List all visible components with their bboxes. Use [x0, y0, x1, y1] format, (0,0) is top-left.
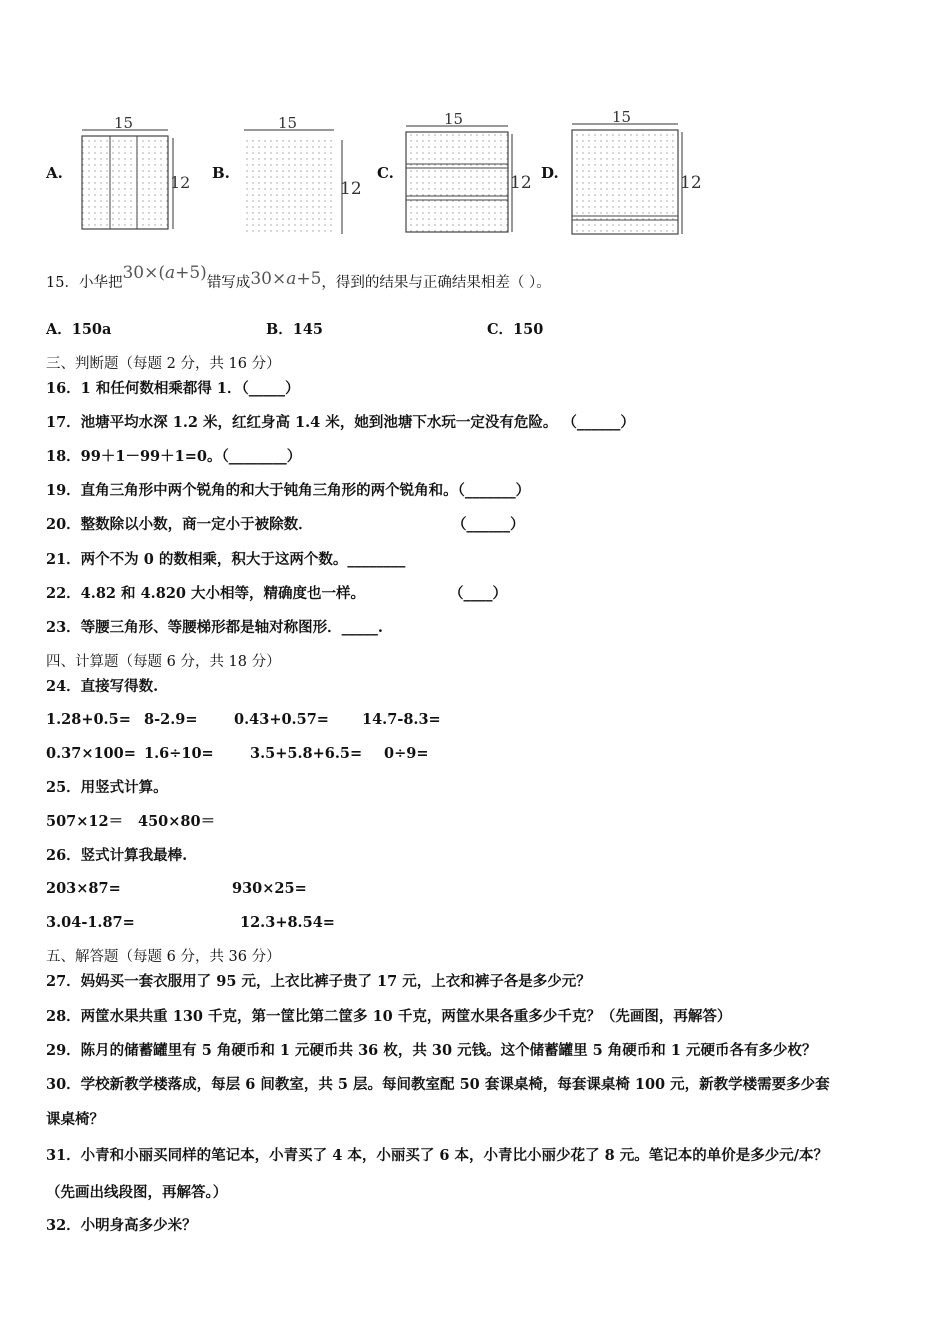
option-15b: B．145 [266, 321, 324, 338]
option-d-figure [568, 108, 704, 238]
height-label: 12 [170, 173, 191, 192]
answer-blank-20: （______） [452, 516, 525, 533]
rectangle [572, 130, 678, 234]
option-b-figure [238, 108, 368, 238]
question-16: 16．1 和任何数相乘都得 1．（_____） [46, 380, 300, 397]
section-heading-4: 四、计算题（每题 6 分，共 18 分） [46, 654, 281, 670]
calc-item: 203×87= [46, 880, 121, 897]
question-17: 17．池塘平均水深 1.2 米，红红身高 1.4 米，她到池塘下水玩一定没有危险。 （______） [46, 414, 635, 431]
math-expression-correct: 30×(a+5) [122, 263, 207, 283]
calc-item: 0.37×100= [46, 745, 136, 762]
question-21: 21．两个不为 0 的数相乘，积大于这两个数。________ [46, 551, 406, 568]
question-31: 31．小青和小丽买同样的笔记本，小青买了 4 本，小丽买了 6 本，小青比小丽少花了 8 元。笔记本的单价是多少元/本？ [46, 1147, 829, 1164]
question-15 [46, 263, 551, 293]
option-15a: A．150a [46, 321, 112, 338]
option-15c: C．150 [487, 321, 544, 338]
option-c-label: C. [377, 164, 394, 182]
question-text: 小华把 [78, 275, 123, 291]
calc-item: 12.3+8.54= [240, 914, 335, 931]
question-18: 18．99＋1－99＋1=0。（________） [46, 448, 302, 465]
option-a-label: A. [46, 164, 63, 182]
question-text: 错写成 [206, 275, 251, 291]
question-26: 26．竖式计算我最棒. [46, 847, 188, 864]
calc-item: 0.43+0.57= [234, 711, 329, 728]
width-label: 15 [278, 114, 298, 132]
question-20: 20．整数除以小数，商一定小于被除数． [46, 516, 313, 533]
question-25: 25．用竖式计算。 [46, 779, 168, 796]
math-expression-wrong: 30×a+5 [250, 269, 322, 289]
question-27: 27．妈妈买一套衣服用了 95 元，上衣比裤子贵了 17 元，上衣和裤子各是多少元？ [46, 973, 591, 990]
calc-item: 14.7-8.3= [362, 711, 441, 728]
section-heading-5: 五、解答题（每题 6 分，共 36 分） [46, 949, 281, 965]
question-32: 32．小明身高多少米？ [46, 1217, 197, 1234]
question-22: 22．4.82 和 4.820 大小相等，精确度也一样。 [46, 585, 366, 602]
height-label: 12 [680, 173, 702, 193]
option-d-label: D. [541, 164, 559, 182]
question-19: 19．直角三角形中两个锐角的和大于钝角三角形的两个锐角和。（_______） [46, 482, 531, 499]
question-29: 29．陈月的储蓄罐里有 5 角硬币和 1 元硬币共 36 枚，共 30 元钱。这个储蓄罐里 5 角硬币和 1 元硬币各有多少枚？ [46, 1042, 817, 1059]
question-30-cont: 课桌椅？ [46, 1111, 104, 1128]
option-c-figure [402, 108, 532, 238]
question-31-cont: （先画出线段图，再解答。） [46, 1184, 228, 1201]
dotted-area [244, 138, 334, 234]
calc-item: 930×25= [232, 880, 307, 897]
calc-item: 0÷9= [384, 745, 429, 762]
width-label: 15 [444, 110, 464, 128]
width-label: 15 [114, 114, 134, 132]
calc-item: 3.5+5.8+6.5= [250, 745, 363, 762]
question-23: 23．等腰三角形、等腰梯形都是轴对称图形．_____. [46, 619, 383, 636]
option-b-label: B. [212, 164, 230, 182]
calc-item: 8-2.9= [144, 711, 198, 728]
question-28: 28．两筐水果共重 130 千克，第一筐比第二筐多 10 千克，两筐水果各重多少千克？（先画图，再解答） [46, 1008, 732, 1025]
answer-blank-22: （____） [449, 585, 507, 602]
calc-item: 3.04-1.87= [46, 914, 135, 931]
calc-item: 507×12＝ [46, 813, 124, 830]
rectangle [406, 132, 508, 232]
question-24: 24．直接写得数. [46, 678, 159, 695]
question-30: 30．学校新教学楼落成，每层 6 间教室，共 5 层。每间教室配 50 套课桌椅，每套课桌椅 100 元，新教学楼需要多少套 [46, 1076, 830, 1093]
option-a-figure [74, 108, 194, 234]
height-label: 12 [510, 173, 532, 193]
section-heading-3: 三、判断题（每题 2 分，共 16 分） [46, 356, 281, 372]
height-label: 12 [340, 179, 362, 199]
rectangle [82, 136, 168, 229]
calc-item: 450×80＝ [138, 813, 216, 830]
question-number: 15． [46, 275, 79, 291]
calc-item: 1.6÷10= [144, 745, 214, 762]
width-label: 15 [612, 108, 632, 126]
question-text: ，得到的结果与正确结果相差（ ）。 [321, 275, 551, 291]
calc-item: 1.28+0.5= [46, 711, 131, 728]
